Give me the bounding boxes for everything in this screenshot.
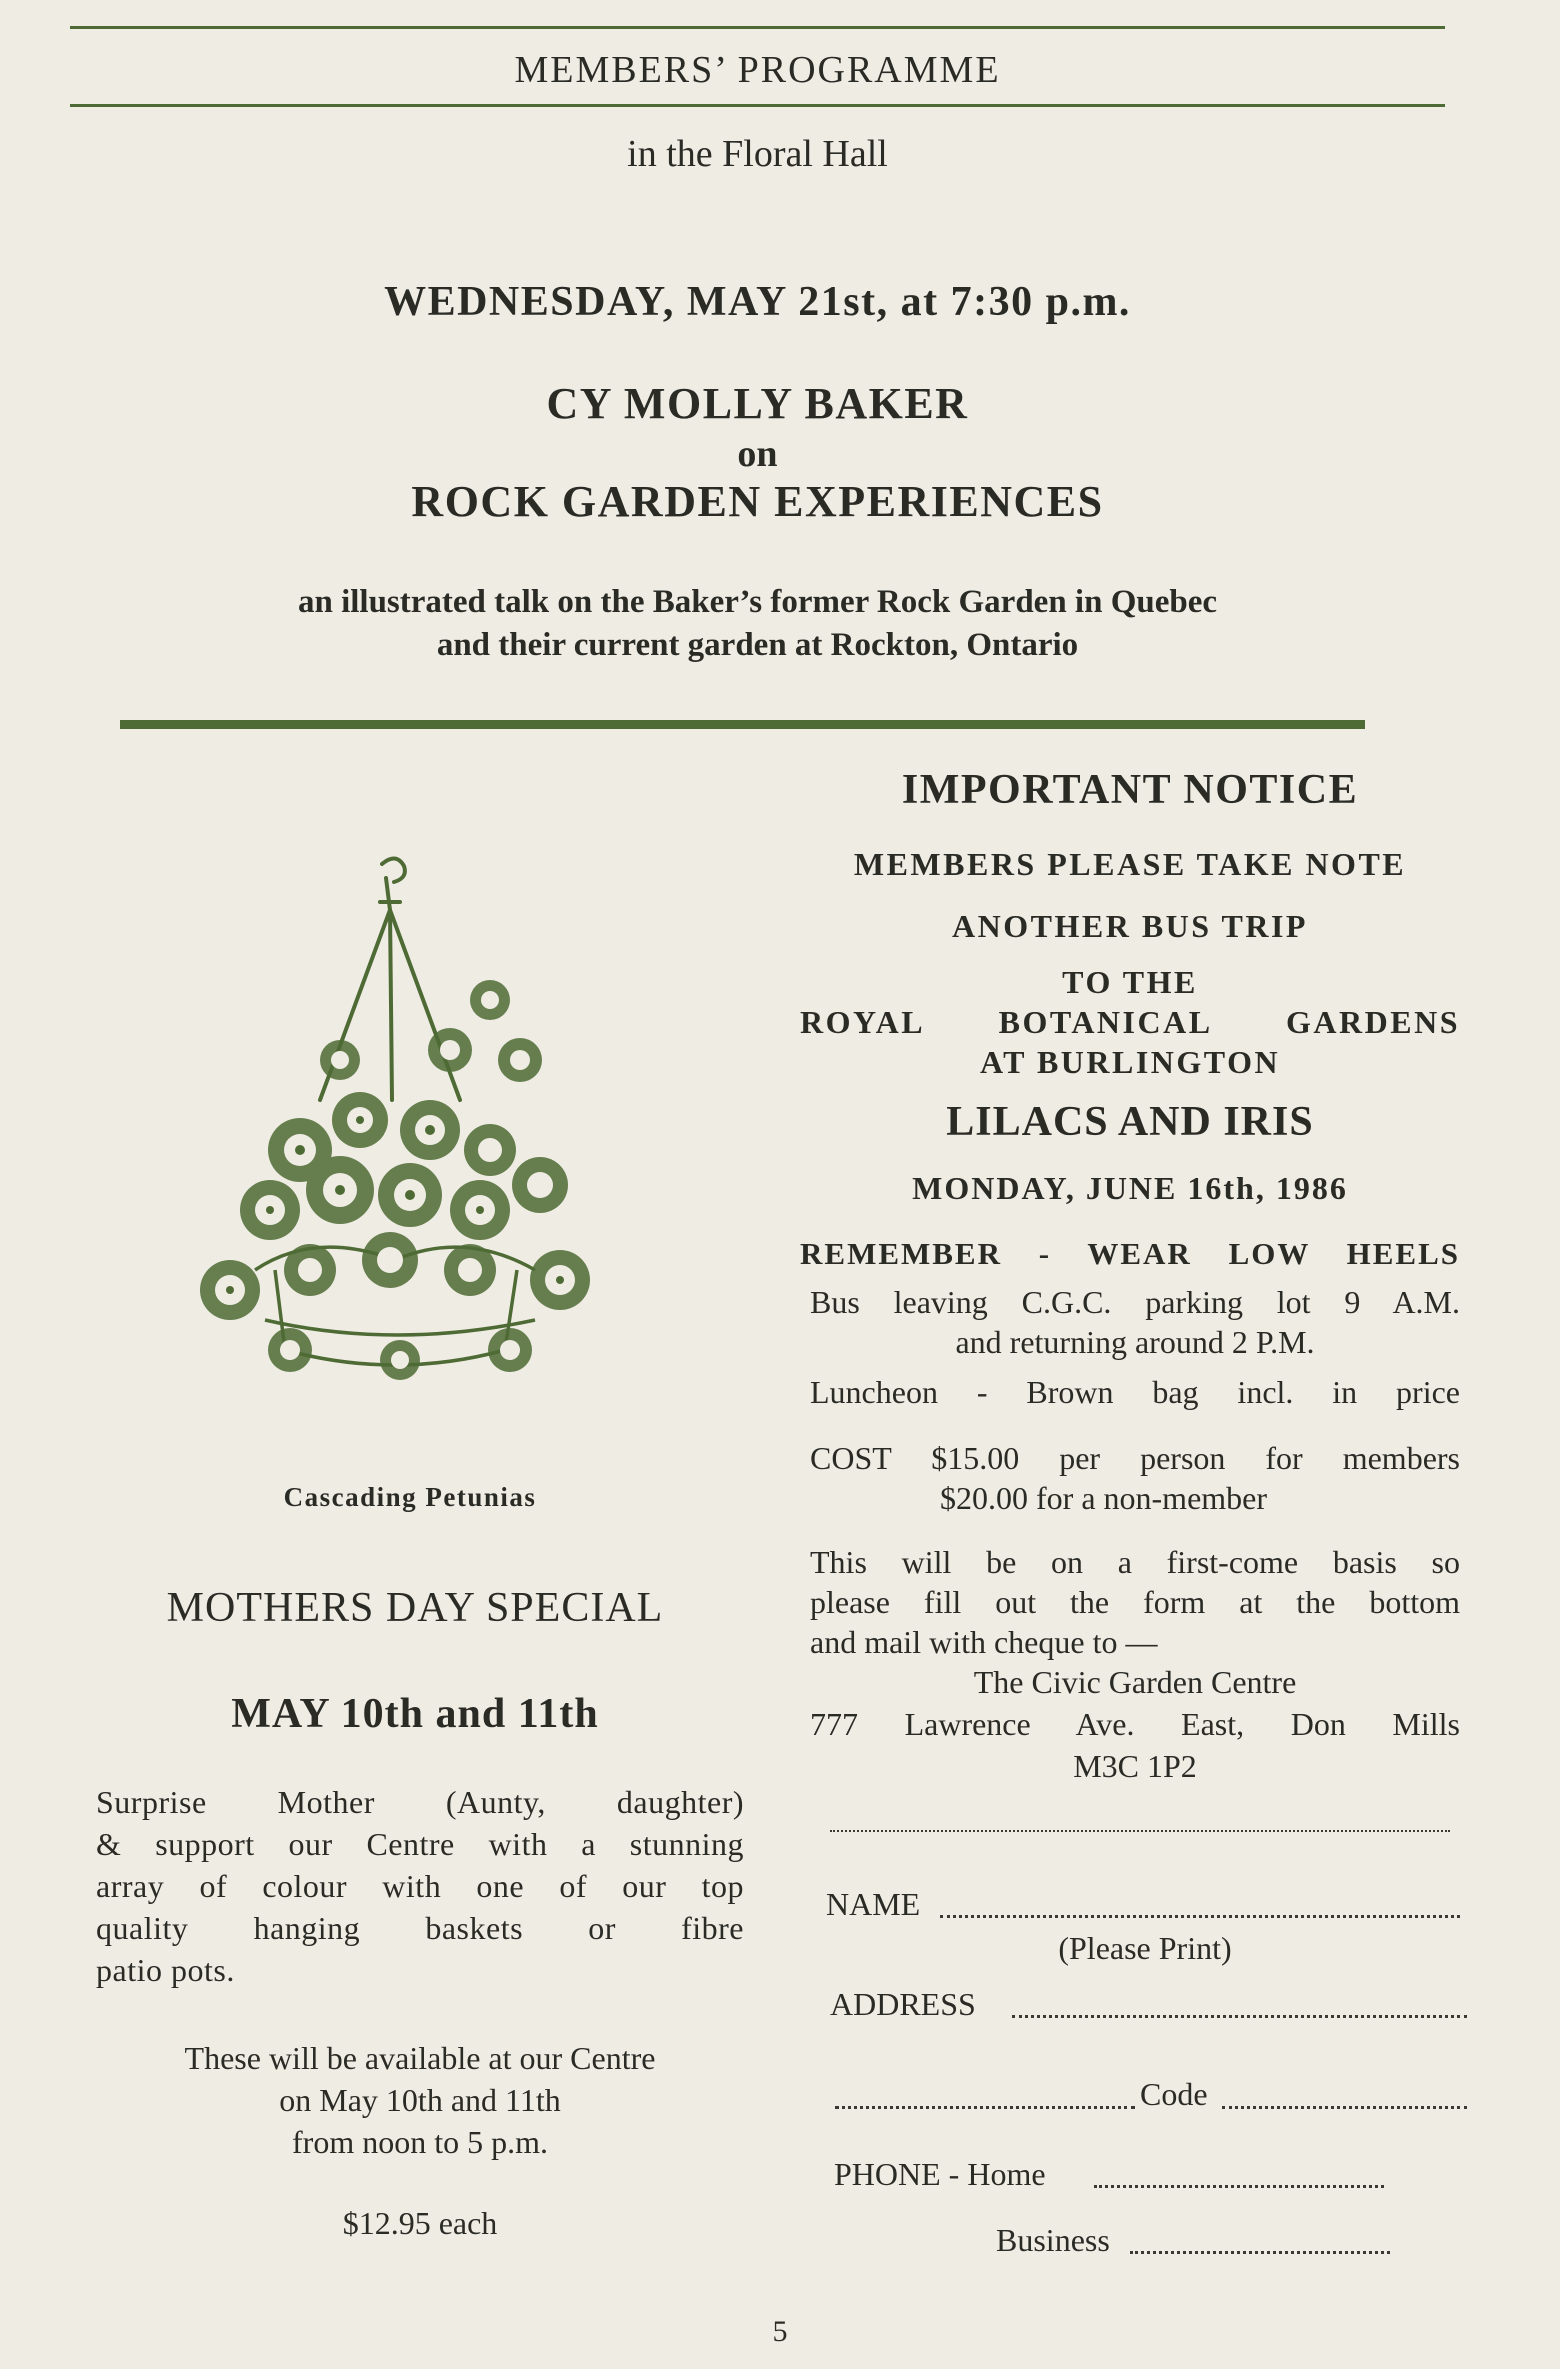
- mothers-day-title: MOTHERS DAY SPECIAL: [166, 1585, 664, 1631]
- code-label: Code: [1140, 2076, 1208, 2112]
- availability-line: on May 10th and 11th: [279, 2082, 561, 2118]
- trip-theme: LILACS AND IRIS: [946, 1099, 1314, 1145]
- mothers-day-body-line: array of colour with one of our top: [96, 1868, 744, 1904]
- talk-description-line-2: and their current garden at Rockton, Ontario: [436, 627, 1079, 663]
- trip-destination: ROYAL BOTANICAL GARDENS: [800, 1004, 1460, 1040]
- info-line: This will be on a first-come basis so: [810, 1544, 1460, 1580]
- availability-line: These will be available at our Centre: [184, 2040, 656, 2076]
- talk-topic: ROCK GARDEN EXPERIENCES: [411, 477, 1104, 526]
- phone-home-label: PHONE - Home: [834, 2156, 1046, 2192]
- name-field[interactable]: [940, 1915, 1460, 1918]
- speaker-name: CY MOLLY BAKER: [546, 379, 969, 428]
- illustration-caption: Cascading Petunias: [283, 1482, 537, 1512]
- luncheon-line: Luncheon - Brown bag incl. in price: [810, 1374, 1460, 1410]
- mothers-day-body-line: quality hanging baskets or fibre: [96, 1910, 744, 1946]
- trip-date: MONDAY, JUNE 16th, 1986: [912, 1170, 1348, 1206]
- to-the-connector: TO THE: [1062, 964, 1198, 1000]
- info-line: please fill out the form at the bottom: [810, 1584, 1460, 1620]
- centre-street-address: 777 Lawrence Ave. East, Don Mills: [810, 1706, 1460, 1742]
- please-print-note: (Please Print): [1058, 1930, 1232, 1966]
- on-connector: on: [737, 433, 778, 475]
- mothers-day-body-line: Surprise Mother (Aunty, daughter): [96, 1784, 744, 1820]
- phone-home-field[interactable]: [1094, 2185, 1384, 2188]
- programme-subtitle: in the Floral Hall: [627, 133, 888, 175]
- event-date: WEDNESDAY, MAY 21st, at 7:30 p.m.: [384, 279, 1131, 325]
- bus-return-line: and returning around 2 P.M.: [955, 1324, 1315, 1360]
- section-divider-rule: [120, 720, 1365, 729]
- trip-location: AT BURLINGTON: [979, 1044, 1281, 1080]
- programme-title: MEMBERS’ PROGRAMME: [514, 49, 1001, 91]
- code-field[interactable]: [1222, 2106, 1467, 2109]
- bus-trip-heading: ANOTHER BUS TRIP: [952, 908, 1308, 944]
- centre-name: The Civic Garden Centre: [973, 1664, 1297, 1700]
- page-number: 5: [772, 2315, 788, 2348]
- members-note: MEMBERS PLEASE TAKE NOTE: [853, 846, 1407, 882]
- bus-departure-line: Bus leaving C.G.C. parking lot 9 A.M.: [810, 1284, 1460, 1320]
- mothers-day-dates: MAY 10th and 11th: [231, 1691, 599, 1737]
- mothers-day-body-line: & support our Centre with a stunning: [96, 1826, 744, 1862]
- business-label: Business: [996, 2222, 1110, 2258]
- address-line-2-field[interactable]: [835, 2106, 1135, 2109]
- name-label: NAME: [826, 1886, 921, 1922]
- hanging-basket-illustration: [160, 850, 630, 1450]
- top-rule: [70, 26, 1445, 29]
- member-cost-line: COST $15.00 per person for members: [810, 1440, 1460, 1476]
- basket-price: $12.95 each: [342, 2205, 498, 2241]
- availability-line: from noon to 5 p.m.: [292, 2124, 548, 2160]
- title-underline-rule: [70, 104, 1445, 107]
- mothers-day-body-line: patio pots.: [96, 1952, 235, 1988]
- address-label: ADDRESS: [830, 1986, 976, 2022]
- form-cut-line: [830, 1830, 1450, 1832]
- talk-description-line-1: an illustrated talk on the Baker’s former Rock Garden in Quebec: [297, 584, 1218, 620]
- phone-business-field[interactable]: [1130, 2251, 1390, 2254]
- non-member-cost-line: $20.00 for a non-member: [940, 1480, 1268, 1516]
- notice-title: IMPORTANT NOTICE: [901, 767, 1359, 813]
- info-line: and mail with cheque to —: [810, 1624, 1158, 1660]
- remember-note: REMEMBER - WEAR LOW HEELS: [800, 1236, 1460, 1271]
- centre-postal-code: M3C 1P2: [1073, 1748, 1197, 1784]
- address-field[interactable]: [1012, 2015, 1467, 2018]
